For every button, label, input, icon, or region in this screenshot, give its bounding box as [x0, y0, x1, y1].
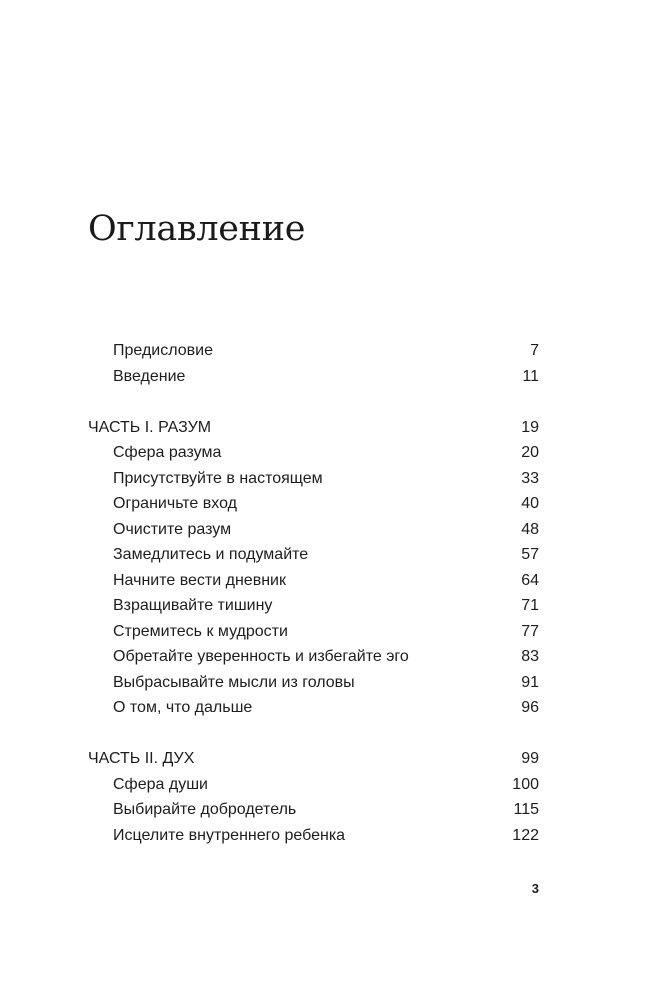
toc-entry-label: Выбрасывайте мысли из головы: [113, 673, 355, 691]
toc-entry-page: 40: [521, 495, 539, 512]
toc-entry-page: 115: [513, 801, 539, 818]
toc-entry-page: 71: [521, 597, 539, 614]
toc-entry-label: Исцелите внутреннего ребенка: [113, 826, 346, 844]
toc-entry-page: 33: [521, 469, 539, 487]
toc-entry: [88, 440, 539, 466]
toc-entry-page: 64: [521, 571, 539, 589]
toc-entry: [88, 491, 539, 517]
toc-entry-page: 83: [521, 648, 539, 665]
toc-entry-label: Ограничьте вход: [113, 495, 237, 512]
toc-entry: [88, 517, 539, 543]
toc-entry: [88, 542, 539, 568]
toc-entry-label: Сфера души: [113, 775, 208, 793]
toc-entry-label: Очистите разум: [113, 520, 232, 538]
toc-entry-page: 96: [521, 699, 539, 716]
toc-entry-page: 100: [512, 775, 539, 793]
toc-entry-page: 11: [522, 367, 539, 385]
toc-entry-label: Выбирайте добродетель: [113, 801, 297, 818]
toc-entry-label: Введение: [113, 367, 186, 385]
toc-entry: [88, 364, 539, 390]
toc-entry-label: Стремитесь к мудрости: [113, 622, 288, 640]
toc-entry: [88, 619, 539, 645]
toc-entry-label: Взращивайте тишину: [113, 597, 273, 614]
toc-entry: [88, 644, 539, 670]
toc-entry: [88, 466, 539, 492]
toc-entry-label: Сфера разума: [113, 444, 222, 461]
toc-entry: [88, 797, 539, 823]
toc-entry-page: 77: [521, 622, 539, 640]
toc-entry: [88, 593, 539, 619]
toc-part-page: 99: [521, 750, 539, 767]
toc-part-page: 19: [521, 418, 539, 436]
toc-entry-label: Присутствуйте в настоящем: [113, 469, 323, 487]
toc-entry: [88, 670, 539, 696]
toc-entry-page: 91: [521, 673, 539, 691]
toc-entry-page: 20: [521, 444, 539, 461]
toc-entry-page: 57: [521, 546, 539, 563]
page-number: 3: [531, 881, 539, 896]
page-title: Оглавление: [88, 209, 306, 249]
toc-entry-page: 48: [521, 520, 539, 538]
toc-entry: [88, 823, 539, 849]
toc-entry-page: 122: [512, 826, 539, 844]
toc-entry-label: Обретайте уверенность и избегайте эго: [113, 648, 409, 665]
toc-entry: [88, 568, 539, 594]
toc-part-label: ЧАСТЬ II. ДУХ: [88, 750, 195, 767]
toc-entry-label: Предисловие: [113, 342, 213, 359]
toc-entry-label: Начните вести дневник: [113, 571, 286, 589]
toc-entry-label: О том, что дальше: [113, 699, 253, 716]
toc-entry: [88, 772, 539, 798]
toc-entry-label: Замедлитесь и подумайте: [113, 546, 309, 563]
toc-entry-page: 7: [530, 342, 539, 359]
toc-part-label: ЧАСТЬ I. РАЗУМ: [88, 418, 212, 436]
toc-part-heading: [88, 746, 539, 772]
toc-entry: [88, 695, 539, 721]
toc-entry: [88, 338, 539, 364]
toc-part-heading: [88, 415, 539, 441]
